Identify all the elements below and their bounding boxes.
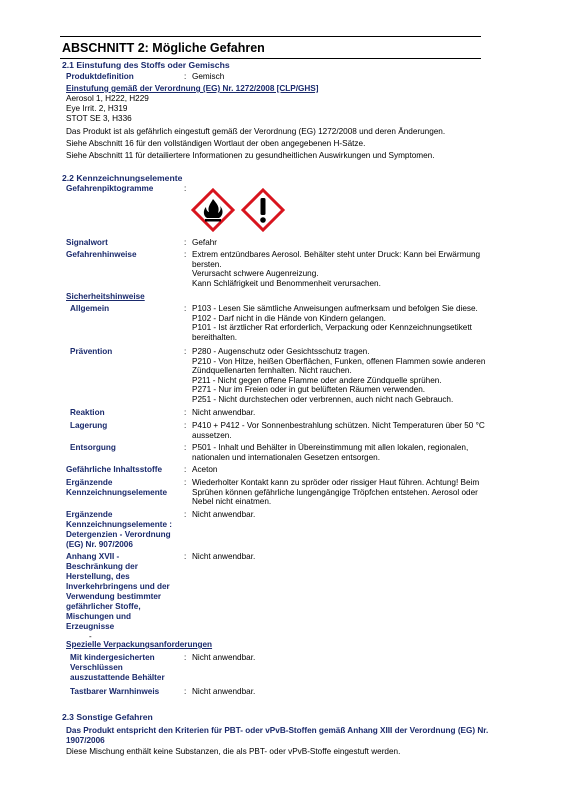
- class-line: Eye Irrit. 2, H319: [66, 104, 128, 113]
- inhaltsstoffe-label: Gefährliche Inhaltsstoffe: [66, 465, 162, 474]
- class-line: Aerosol 1, H222, H229: [66, 94, 149, 103]
- reaktion-label: Reaktion: [70, 408, 105, 417]
- note-line: Siehe Abschnitt 11 für detailiertere Informationen zu gesundheitlichen Auswirkungen und Symptomen.: [66, 151, 435, 160]
- inhaltsstoffe-value: Aceton: [192, 465, 218, 474]
- reaktion-value: Nicht anwendbar.: [192, 408, 256, 417]
- praevention-value: P280 - Augenschutz oder Gesichtsschutz tragen. P210 - Von Hitze, heißen Oberflächen, Funken, offenen Flammen sowie anderen Zündquellenarten fernhalten. Nicht rauchen. P211 - Nicht gegen offene Flamme oder andere Zündquelle sprühen. P271 - Nur im Freien oder in gut belüfteten Räumen verwenden. P251 - Nicht durchstechen oder verbrennen, auch nicht nach Gebrauch.: [192, 347, 486, 404]
- produktdefinition-label: Produktdefinition: [66, 72, 134, 81]
- colon: :: [184, 250, 187, 259]
- detergenzien-label: Ergänzende Kennzeichnungselemente : Detergenzien - Verordnung (EG) Nr. 907/2006: [66, 510, 173, 549]
- section-heading-text: ABSCHNITT 2: Mögliche Gefahren: [62, 41, 265, 55]
- colon: :: [184, 443, 187, 452]
- pbt-title: Das Produkt entspricht den Kriterien für PBT- oder vPvB-Stoffen gemäß Anhang XIII der Verordnung (EG) Nr. 1907/2006: [66, 726, 489, 745]
- verordnung-title: Einstufung gemäß der Verordnung (EG) Nr. 1272/2008 [CLP/GHS]: [66, 84, 319, 93]
- colon: :: [184, 238, 187, 247]
- kindersicher-value: Nicht anwendbar.: [192, 653, 256, 662]
- note-line: Siehe Abschnitt 16 für den vollständigen Wortlaut der oben angegebenen H-Sätze.: [66, 139, 366, 148]
- gefahrenhinweise-value: Extrem entzündbares Aerosol. Behälter steht unter Druck: Kann bei Erwärmung bersten. Verursacht schwere Augenreizung. Kann Schläfrigkeit und Benommenheit verursachen.: [192, 250, 481, 288]
- dash: -: [89, 632, 92, 641]
- colon: :: [184, 552, 187, 561]
- kindersicher-label: Mit kindergesicherten Verschlüssen auszustattende Behälter: [70, 653, 165, 682]
- ergaenzende-label: Ergänzende Kennzeichnungselemente: [66, 478, 168, 497]
- colon: :: [184, 408, 187, 417]
- exclamation-icon: [241, 188, 285, 232]
- colon: :: [184, 510, 187, 519]
- allgemein-value: P103 - Lesen Sie sämtliche Anweisungen aufmerksam und befolgen Sie diese. P102 - Darf nicht in die Hände von Kindern gelangen. P101 - Ist ärztlicher Rat erforderlich, Verpackung oder Kennzeichnungsetikett bereithalten.: [192, 304, 478, 342]
- colon: :: [184, 347, 187, 356]
- section-heading: [60, 36, 481, 59]
- sicherheitshinweise-title: Sicherheitshinweise: [66, 292, 145, 301]
- detergenzien-value: Nicht anwendbar.: [192, 510, 256, 519]
- flame-icon: [191, 188, 235, 232]
- colon: :: [184, 653, 187, 662]
- colon: :: [184, 478, 187, 487]
- produktdefinition-value: Gemisch: [192, 72, 225, 81]
- class-line: STOT SE 3, H336: [66, 114, 132, 123]
- lagerung-label: Lagerung: [70, 421, 108, 430]
- colon: :: [184, 421, 187, 430]
- entsorgung-label: Entsorgung: [70, 443, 116, 452]
- colon: :: [184, 184, 187, 193]
- praevention-label: Prävention: [70, 347, 113, 356]
- ergaenzende-value: Wiederholter Kontakt kann zu spröder oder rissiger Haut führen. Achtung! Beim Sprühen können gefährliche lungengängige Tröpfchen entstehen. Aerosol oder Nebel nicht einatmen.: [192, 478, 480, 507]
- note-line: Das Produkt ist als gefährlich eingestuft gemäß der Verordnung (EG) 1272/2008 und deren Änderungen.: [66, 127, 446, 136]
- tastbar-label: Tastbarer Warnhinweis: [70, 687, 160, 696]
- colon: :: [184, 72, 187, 81]
- pbt-value: Diese Mischung enthält keine Substanzen, die als PBT- oder vPvB-Stoffe eingestuft werden.: [66, 747, 401, 756]
- anhang-value: Nicht anwendbar.: [192, 552, 256, 561]
- subsection-2-2-title: 2.2 Kennzeichnungselemente: [62, 173, 183, 183]
- lagerung-value: P410 + P412 - Vor Sonnenbestrahlung schützen. Nicht Temperaturen über 50 °C aussetzen.: [192, 421, 485, 440]
- pikto-label: Gefahrenpiktogramme: [66, 184, 154, 193]
- subsection-2-1-title: 2.1 Einstufung des Stoffs oder Gemischs: [62, 60, 230, 70]
- gefahrenhinweise-label: Gefahrenhinweise: [66, 250, 137, 259]
- subsection-2-3-title: 2.3 Sonstige Gefahren: [62, 712, 153, 722]
- colon: :: [184, 465, 187, 474]
- colon: :: [184, 687, 187, 696]
- verpackung-title: Spezielle Verpackungsanforderungen: [66, 640, 213, 649]
- entsorgung-value: P501 - Inhalt und Behälter in Übereinstimmung mit allen lokalen, regionalen, nationalen und internationalen Gesetzen entsorgen.: [192, 443, 469, 462]
- colon: :: [184, 304, 187, 313]
- signalwort-label: Signalwort: [66, 238, 108, 247]
- signalwort-value: Gefahr: [192, 238, 218, 247]
- allgemein-label: Allgemein: [70, 304, 110, 313]
- anhang-label: Anhang XVII - Beschränkung der Herstellung, des Inverkehrbringens und der Verwendung bestimmter gefährlicher Stoffe, Mischungen und Erzeugnisse: [66, 552, 170, 631]
- tastbar-value: Nicht anwendbar.: [192, 687, 256, 696]
